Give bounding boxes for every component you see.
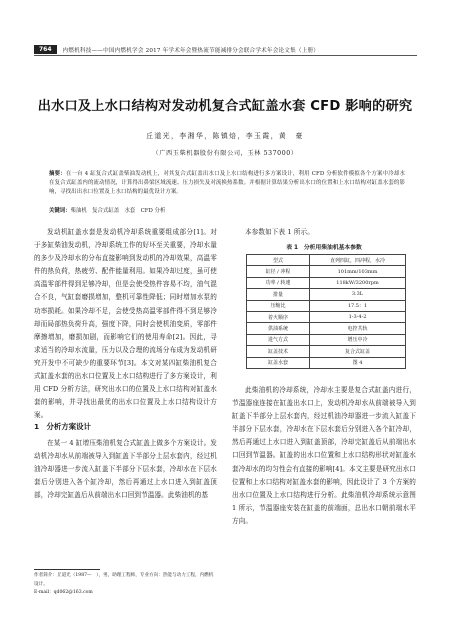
abstract-label: 摘要： bbox=[49, 171, 66, 177]
table-cell-param: 着火顺序 bbox=[247, 311, 310, 322]
table-row bbox=[247, 266, 406, 277]
section-paragraph: 在某一 4 缸增压柴油机复合式缸盖上做多个方案设计。发动机冷却水从前端被导入到缸盖下半部分上层水套内，经过机油冷却器进一步流入缸盖下半部分下层水套，冷却水在下层水套后分别进入各个缸冷却，然后再通过上水口进入到缸盖顶部，冷却完缸盖后从前端出水口回到节温器。此柴油机的基 bbox=[34, 439, 217, 500]
table-cell-value: 增压中冷 bbox=[310, 334, 406, 345]
affiliation: （广西玉柴机器股份有限公司，玉林 537000） bbox=[152, 150, 298, 157]
table-cell-param: 供油系统 bbox=[247, 323, 310, 334]
table-cell-param: 压缩比 bbox=[247, 300, 310, 311]
keywords-label: 关键词： bbox=[49, 208, 71, 214]
table-row bbox=[247, 357, 406, 368]
right-intro-paragraph: 本参数如下表 1 所示。 bbox=[245, 228, 314, 236]
table-row bbox=[247, 311, 406, 322]
table-row bbox=[247, 346, 406, 357]
keywords-text: 柴油机 复合式缸盖 水套 CFD 分析 bbox=[70, 208, 166, 214]
table-cell-value: 1-3-4-2 bbox=[310, 311, 406, 322]
page-number: 764 bbox=[34, 45, 57, 54]
intro-paragraph: 发动机缸盖水套是发动机冷却系统重要组成部分[1]。对于多缸柴油发动机，冷却系统工作的好坏至关重要，冷却水量的多少及冷却水的分布直接影响到发动机的冷却效果，高温零件的热负荷，热疲劳、配件能量利用。如果冷却过度，虽可使高温零部件得到足够冷却，但是会使受热件容易不均，油气混合不良，气缸套磨损增加，整机可靠性降低；同时增加水泵的功率损耗。如果冷却不足，会使受热高温零部件得不到足够冷却而局部热负荷升高，强度下降，同时会使机油变质，零部件摩擦增加，磨损加剧，而影响它们的使用寿命[2]。因此，寻求适当的冷却水流量，压力以及合理的流场分布成为发动机研究开发中不可缺少的重要环节[3]。本文对某四缸柴油机复合式缸盖水套的出水口位置及上水口结构进行了多方案设计，利用 CFD 分析方法，研究出水口的位置及上水口结构对缸盖水套的影响，并寻找出最优的出水口位置及上水口结构设计方案。 bbox=[34, 228, 217, 420]
table-cell-value: 3.3L bbox=[310, 289, 406, 300]
abstract-text: 在一台 4 缸复合式缸盖柴油发动机上，对其复合式缸盖出水口及上水口结构进行多方案设计，利用 CFD 分析软件模拟各个方案中冷却水在复合式缸盖内的流动情况，计算得出鼻梁区域流速、压力损失及对流换热系数。并根据计算结果分析出水口的位置和上水口结构对缸盖水套的影响，寻找出出水口位置及上水口结构的最优设计方案。 bbox=[49, 171, 405, 195]
table-cell-param: 缸盖水套 bbox=[247, 357, 310, 368]
table-row bbox=[247, 300, 406, 311]
right-intro bbox=[232, 226, 416, 239]
section-body bbox=[34, 437, 217, 502]
running-header bbox=[34, 44, 417, 56]
table-cell-value: 直列四缸，四冲程，水冷 bbox=[310, 255, 406, 266]
running-head-text: 内燃机科技——中国内燃机学会 2017 年学术年会暨热流节能减排分会联合学术年会论文集（上册） bbox=[62, 47, 320, 54]
table-cell-param: 进气方式 bbox=[247, 334, 310, 345]
paper-title: 出水口及上水口结构对发动机复合式缸盖水套 CFD 影响的研究 bbox=[37, 99, 413, 114]
footnote-email: E-mail：qd062@163.com bbox=[34, 590, 93, 596]
table-cell-value: 复合式缸盖 bbox=[310, 346, 406, 357]
author-list: 丘道光，李湘华，陈镇焙，李玉霞，黄 豪 bbox=[146, 132, 304, 140]
table-cell-param: 缸径 / 冲程 bbox=[247, 266, 310, 277]
right-body-paragraph: 此柴油机的冷却系统，冷却水主要是复合式缸盖内进行，节温器座连接在缸盖出水口上，发动机冷却水从前端被导入到缸盖下半部分上层水套内，经过机油冷却器进一步流入缸盖下半部分下层水套，冷却水在下层水套后分别进入各个缸冷却，然后再通过上水口进入到缸盖顶部，冷却完缸盖后从前端出水口回到节温器。缸盖的出水口位置和上水口结构形状对缸盖水套冷却水的均匀性会有直接的影响[4]。本文主要是研究出水口位置和上水口结构对缸盖水套的影响，因此设计了 3 个方案的出水口位置及上水口结构进行分析。此柴油机冷却系统示意图 1 所示，节温器座安装在缸盖的前端面，总出水口朝前端水平方向。 bbox=[232, 386, 416, 525]
table-cell-value: 电控共轨 bbox=[310, 323, 406, 334]
table-cell-param: 排量 bbox=[247, 289, 310, 300]
table-cell-value: 101mm/103mm bbox=[310, 266, 406, 277]
section-heading: 1 分析方案设计 bbox=[34, 422, 91, 431]
table-row bbox=[247, 255, 406, 266]
table-row bbox=[247, 289, 406, 300]
intro-column bbox=[34, 226, 217, 422]
table-caption: 表 1 分析用柴油机基本参数 bbox=[286, 245, 362, 251]
abstract bbox=[49, 170, 405, 197]
engine-spec-table bbox=[246, 254, 406, 369]
table-row bbox=[247, 277, 406, 288]
table-cell-value: 118kW/3200rpm bbox=[310, 277, 406, 288]
footnote-rule bbox=[34, 569, 100, 570]
footnote-author-info: 作者简介：丘道光（1987— ），男，助理工程师，专业方向：热能与动力工程，内燃机设计。 bbox=[34, 573, 214, 587]
table-cell-value: 图 4 bbox=[310, 357, 406, 368]
table-row bbox=[247, 334, 406, 345]
table-cell-param: 型式 bbox=[247, 255, 310, 266]
footnote bbox=[34, 572, 217, 598]
keywords bbox=[49, 207, 405, 216]
table-cell-value: 17.5：1 bbox=[310, 300, 406, 311]
table-cell-param: 功率 / 转速 bbox=[247, 277, 310, 288]
table-row bbox=[247, 323, 406, 334]
right-body bbox=[232, 384, 416, 528]
table-cell-param: 缸盖技术 bbox=[247, 346, 310, 357]
